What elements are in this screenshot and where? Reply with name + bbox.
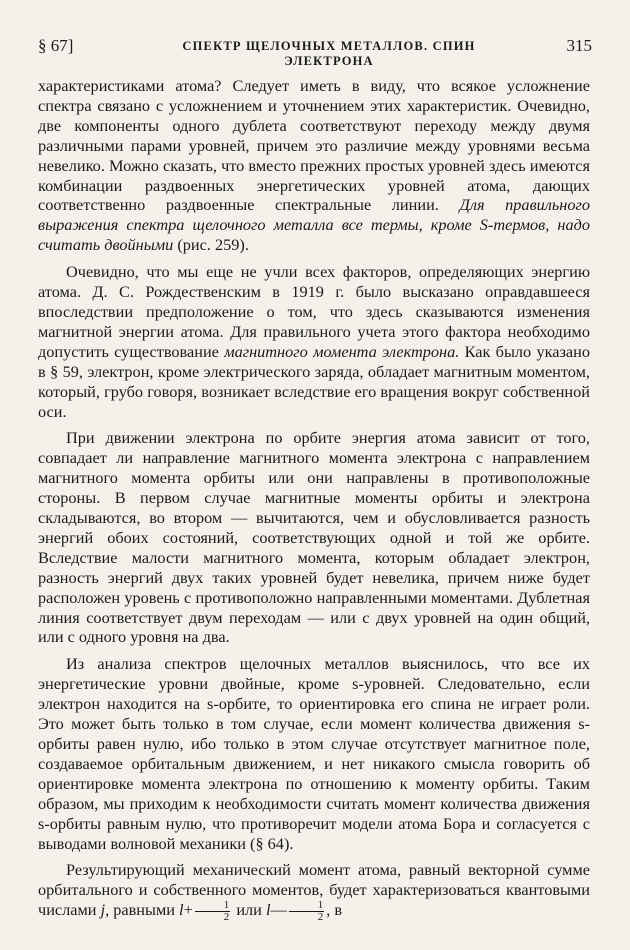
- formula-l-minus-half: l— $\frac{1}{2}$: [265, 899, 324, 924]
- page-number: 315: [566, 36, 592, 55]
- emphasized-term: магнитного момента электрона.: [224, 341, 460, 361]
- fraction-one-half: $\frac{1}{2}$: [195, 900, 231, 923]
- emphasized-statement: Для правильного выражения спектра щелочного металла все термы, кроме S-термов, надо считать двойными: [38, 195, 590, 255]
- running-header: [38, 36, 592, 68]
- paragraph-3: При движении электрона по орбите энергия атома зависит от того, совпадает ли направление магнитного момента электрона с направлением магнитного момента орбиты или они направлены в противоположные стороны. В первом случае магнитные моменты орбиты и электрона складываются, во втором — вычитаются, чем и обусловливается разность энергий обоих состояний, соответствующих одной и той же орбите. Вследствие малости магнитного момента, которым обладает электрон, разность энергий двух таких уровней будет невелика, причем ниже будет расположен уровень с противоположно направленными моментами. Дублетная линия соответствует двум переходам — или с двух уровней на один общий, или с одного уровня на два.: [38, 428, 590, 647]
- page-body: [38, 76, 590, 930]
- running-title: СПЕКТР ЩЕЛОЧНЫХ МЕТАЛЛОВ. СПИН ЭЛЕКТРОНА: [182, 39, 476, 68]
- fraction-one-half: $\frac{1}{2}$: [289, 900, 325, 923]
- paragraph-2: Очевидно, что мы еще не учли всех факторов, определяющих энергию атома. Д. С. Рождественским в 1919 г. было высказано оправдавшееся впоследствии предположение о том, что здесь сказываются изменения магнитной энергии атома. Для правильного учета этого фактора необходимо допустить существование магнитного момента электрона. Как было указано в § 59, электрон, кроме электрического заряда, обладает магнитным моментом, который, грубо говоря, возникает вследствие его вращения вокруг собственной оси.: [38, 262, 590, 421]
- section-marker: § 67]: [38, 36, 74, 55]
- paragraph-4: Из анализа спектров щелочных металлов выяснилось, что все их энергетические уровни двойные, кроме s-уровней. Следовательно, если электрон находится на s-орбите, то ориентировка его спина не играет роли. Это может быть только в том случае, если момент количества движения s-орбиты равен нулю, ибо только в этом случае отсутствует магнитное поле, создаваемое орбитальным движением, и нет никакого смысла говорить об ориентировке момента электрона по отношению к моменту орбиты. Таким образом, мы приходим к необходимости считать момент количества движения s-орбиты равным нулю, что противоречит модели атома Бора и согласуется с выводами волновой механики (§ 64).: [38, 654, 590, 853]
- paragraph-5: Результирующий механический момент атома, равный векторной сумме орбитального и собственного моментов, будет характеризоваться квантовыми числами j, равными l+ $\frac{1}{2}$ или l— $\frac{1}{2}$ , в: [38, 860, 590, 924]
- paragraph-1: характеристиками атома? Следует иметь в виду, что всякое усложнение спектра связано с усложнением и уточнением этих характеристик. Очевидно, две компоненты одного дублета соответствуют переходу между двумя различными парами уровней, причем это различие между уровнями весьма невелико. Можно сказать, что вместо прежних простых уровней здесь имеются комбинации раздвоенных энергетических уровней атома, дающих соответственно раздвоенные спектральные линии. Для правильного выражения спектра щелочного металла все термы, кроме S-термов, надо считать двойными (рис. 259).: [38, 76, 590, 255]
- quantum-number-j: j: [100, 900, 106, 920]
- formula-l-plus-half: l+ $\frac{1}{2}$: [179, 899, 230, 924]
